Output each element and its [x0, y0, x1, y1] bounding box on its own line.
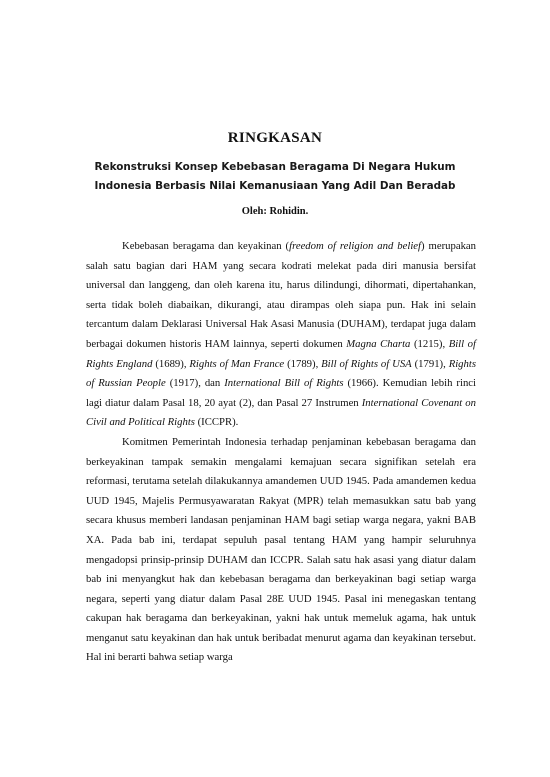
- subtitle-line-1: Rekonstruksi Konsep Kebebasan Beragama Di Negara Hukum: [94, 161, 456, 173]
- p1-text-7: (1917), dan: [165, 377, 225, 390]
- author-line: Oleh: Rohidin.: [241, 206, 309, 217]
- subtitle-line-2: Indonesia Berbasis Nilai Kemanusiaan Yang Adil Dan Beradab: [94, 180, 456, 192]
- p1-italic-2: Magna Charta: [346, 337, 411, 350]
- p1-text-9: (ICCPR).: [194, 416, 239, 429]
- p1-text-2: ) merupakan salah satu bagian dari HAM yang secara kodrati melekat pada diri manusia bersifat universal dan langgeng, dan oleh karena itu, harus dilindungi, dihormati, dipertahankan, serta tidak boleh diabaikan, dikurangi, atau dirampas oleh siapa pun. Hak ini selain tercantum dalam Deklarasi Universal Hak Asasi Manusia (DUHAM), terdapat juga dalam berbagai dokumen historis HAM lainnya, seperti dokumen: [86, 240, 476, 350]
- p1-italic-7: International Bill of Rights: [224, 377, 344, 390]
- p1-text-5: (1789),: [284, 357, 322, 370]
- p1-text-8: (1966). Kemudian lebih rinci lagi diatur dalam Pasal 18, 20 ayat (2), dan Pasal 27 Instrumen: [86, 377, 476, 409]
- p1-italic-6: Rights of Russian People: [86, 357, 477, 390]
- p1-text-1: Kebebasan beragama dan keyakinan (: [122, 240, 290, 252]
- p1-text-6: (1791),: [411, 357, 449, 370]
- p1-text-4: (1689),: [152, 357, 190, 370]
- p1-italic-5: Bill of Rights of USA: [321, 357, 412, 370]
- p1-italic-4: Rights of Man France: [189, 357, 285, 370]
- document-subtitle: [60, 158, 490, 196]
- p1-italic-8: International Covenant on Civil and Political Rights: [86, 396, 476, 429]
- document-title: RINGKASAN: [227, 130, 323, 146]
- paragraph-2: Komitmen Pemerintah Indonesia terhadap penjaminan kebebasan beragama dan berkeyakinan tampak semakin mengalami kemajuan secara signifikan setelah era reformasi, terutama setelah dilakukannya amandemen UUD 1945. Pada amandemen kedua UUD 1945, Majelis Permusyawaratan Rakyat (MPR) telah memasukkan satu bab yang secara khusus memberi landasan penjaminan HAM bagi setiap warga negara, yakni BAB XA. Pada bab ini, terdapat sepuluh pasal tentang HAM yang hampir seluruhnya mengadopsi prinsip-prinsip DUHAM dan ICCPR. Salah satu hak asasi yang diatur dalam bab ini menyangkut hak dan kebebasan beragama dan berkeyakinan bagi setiap warga negara, seperti yang diatur dalam Pasal 28E UUD 1945. Pasal ini menegaskan tentang cakupan hak beragama dan berkeyakinan, yakni hak untuk memeluk agama, hak untuk menganut satu keyakinan dan hak untuk beribadat menurut agama dan keyakinan tersebut. Hal ini berarti bahwa setiap warga: [86, 435, 476, 664]
- paragraph-1: [86, 237, 476, 433]
- document-body: [86, 237, 476, 668]
- p1-italic-1: freedom of religion and belief: [289, 240, 422, 252]
- p1-italic-3: Bill of Rights England: [86, 337, 476, 370]
- p1-text-3: (1215),: [410, 337, 449, 350]
